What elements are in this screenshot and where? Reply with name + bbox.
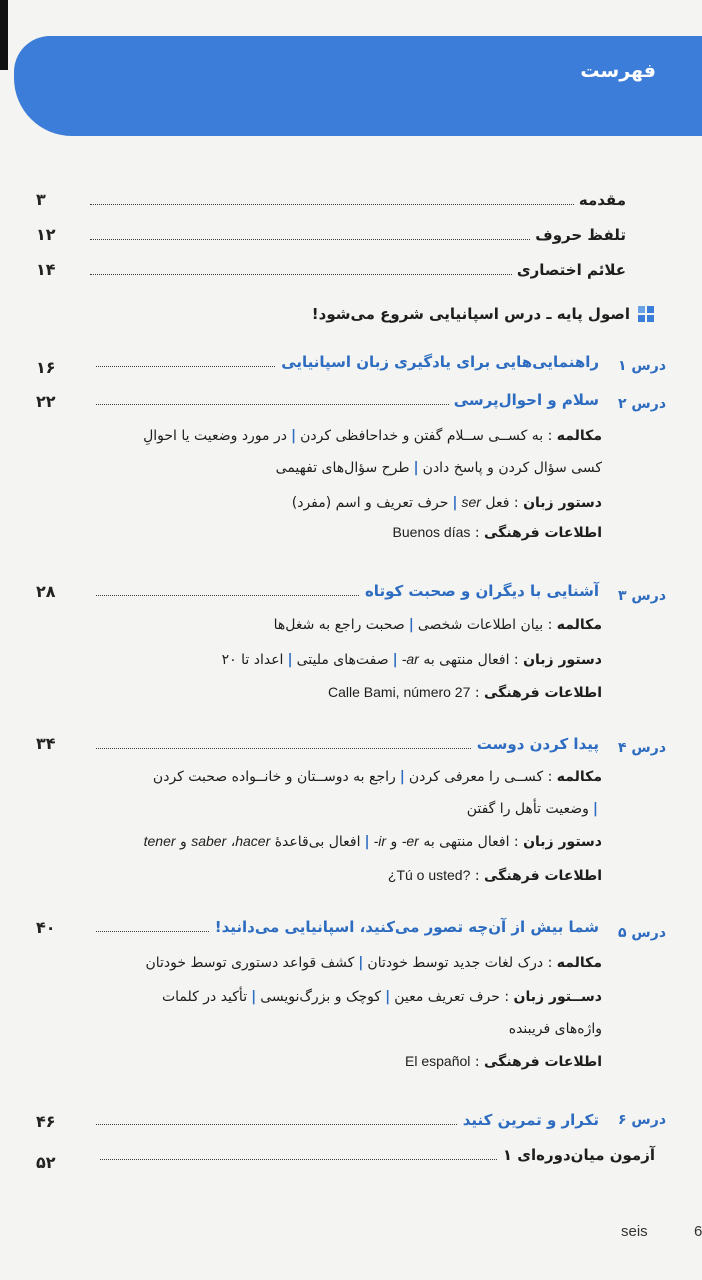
toc-entry-pronunciation	[90, 221, 626, 249]
header-banner	[14, 36, 702, 136]
toc-entry-title: مقدمه	[574, 186, 626, 214]
lesson-detail-line: مکالمه : کســی را معرفی کردن|راجع به دوســتان و خانــواده صحبت کردن	[152, 769, 602, 785]
toc-page-number: ۱۴	[36, 260, 56, 279]
lesson-detail-line: واژه‌های فریبنده	[508, 1021, 602, 1037]
dot-leader	[90, 204, 626, 205]
toc-page-number: ۴۰	[36, 918, 56, 937]
toc-entry-title: آشنایی با دیگران و صحبت کوتاه	[360, 577, 599, 605]
toc-page-number: ۱۶	[36, 358, 56, 377]
toc-entry-lesson-2	[96, 386, 599, 414]
toc-page-number: ۴۶	[36, 1112, 56, 1131]
lesson-detail-line: دســتور زبان : حرف تعریف معین|کوچک و بزرگ‌نویسی|تأکید در کلمات	[161, 989, 602, 1005]
toc-entry-lesson-6	[96, 1106, 599, 1134]
toc-entry-title: تکرار و تمرین کنید	[458, 1106, 599, 1134]
toc-entry-title: راهنمایی‌هایی برای یادگیری زبان اسپانیایی	[276, 348, 599, 376]
windows-grid-icon	[638, 306, 654, 322]
lesson-detail-line: اطلاعات فرهنگی : El español	[405, 1053, 602, 1070]
toc-entry-lesson-1	[96, 348, 599, 376]
lesson-detail-line: اطلاعات فرهنگی : Buenos días	[392, 524, 602, 541]
lesson-label: درس ۱	[618, 358, 666, 374]
page-title: فهرست	[580, 60, 656, 82]
toc-entry-lesson-5	[96, 913, 599, 941]
toc-entry-lesson-4	[96, 730, 599, 758]
lesson-detail-line: اطلاعات فرهنگی : Calle Bami, número 27	[327, 684, 602, 701]
lesson-detail-line: |وضعیت تأهل را گفتن	[466, 801, 598, 817]
toc-entry-intro	[90, 186, 626, 214]
lesson-detail-line: دستور زبان : فعل ser|حرف تعریف و اسم (مفرد)	[291, 494, 602, 511]
toc-entry-abbreviations	[90, 256, 626, 284]
lesson-label: درس ۲	[618, 396, 666, 412]
section-title: اصول پایه ـ درس اسپانیایی شروع می‌شود!	[311, 305, 630, 323]
toc-entry-title: علائم اختصاری	[512, 256, 626, 284]
toc-page-number: ۳	[36, 190, 46, 209]
toc-page-number: ۲۲	[36, 392, 56, 411]
lesson-detail-line: مکالمه : درک لغات جدید توسط خودتان|کشف قواعد دستوری توسط خودتان	[145, 955, 602, 971]
toc-page-number: ۲۸	[36, 582, 56, 601]
toc-entry-title: پیدا کردن دوست	[472, 730, 599, 758]
lesson-detail-line: مکالمه : به کســی ســلام گفتن و خداحافظی کردن|در مورد وضعیت یا احوالِ	[143, 428, 602, 444]
lesson-detail-line: دستور زبان : افعال منتهی به -er و -ir|افعال بی‌قاعدهٔ hacer، saber و tener	[143, 833, 602, 850]
toc-entry-lesson-3	[96, 577, 599, 605]
lesson-detail-line: دستور زبان : افعال منتهی به -ar|صفت‌های ملیتی|اعداد تا ۲۰	[221, 651, 602, 668]
toc-entry-title: شما بیش از آن‌چه تصور می‌کنید، اسپانیایی می‌دانید!	[210, 913, 599, 941]
toc-page-number: ۵۲	[36, 1153, 56, 1172]
toc-page-number: ۱۲	[36, 225, 56, 244]
lesson-detail-line: مکالمه : بیان اطلاعات شخصی|صحبت راجع به شغل‌ها	[273, 617, 602, 633]
page-footer-word: seis	[621, 1223, 648, 1240]
toc-page-number: ۳۴	[36, 734, 56, 753]
lesson-label: درس ۴	[618, 740, 666, 756]
lesson-detail-line: اطلاعات فرهنگی : ¿Tú o usted?	[387, 867, 602, 884]
toc-entry-title: سلام و احوال‌پرسی	[449, 386, 599, 414]
toc-entry-title: تلفظ حروف	[530, 221, 626, 249]
toc-entry-midterm	[100, 1141, 655, 1169]
page-edge-shadow	[0, 0, 8, 70]
lesson-label: درس ۶	[618, 1112, 666, 1128]
lesson-label: درس ۳	[618, 588, 666, 604]
page-footer-number: 6	[694, 1223, 702, 1240]
lesson-detail-line: کسی سؤال کردن و پاسخ دادن|طرح سؤال‌های تفهیمی	[275, 460, 602, 476]
lesson-label: درس ۵	[618, 925, 666, 941]
toc-entry-title: آزمون میان‌دوره‌ای ۱	[498, 1141, 655, 1169]
